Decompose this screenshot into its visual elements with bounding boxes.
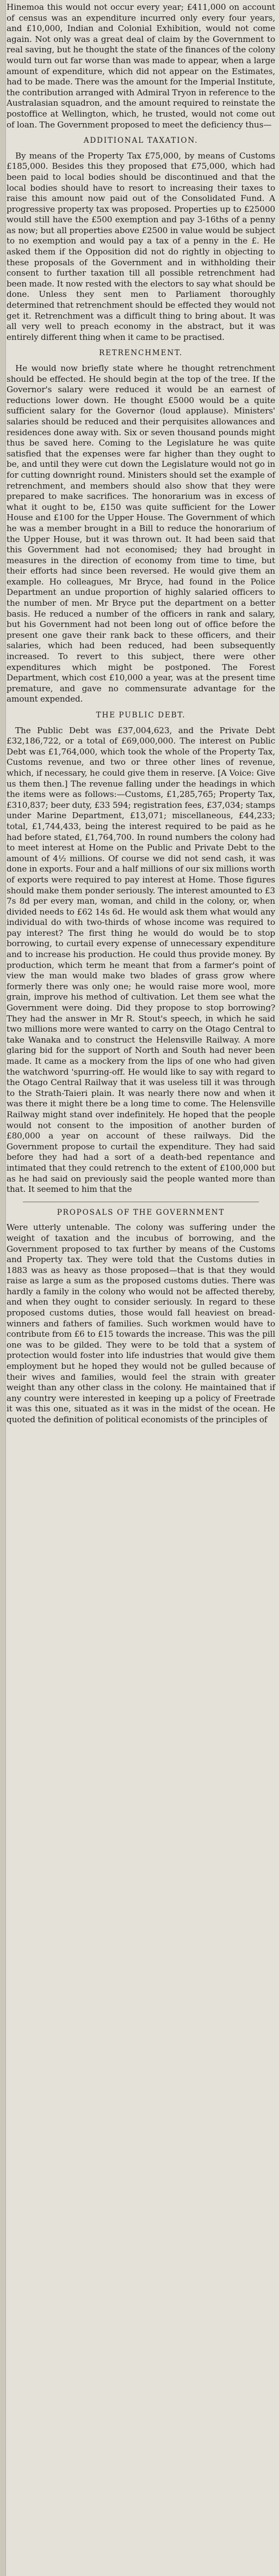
paragraph-proposals: Were utterly untenable. The colony was suffering under the weight of taxation and the incubus of borrowing, and the Government proposed to tax further by means of the Customs and Property tax. They were told that the Customs duties in 1883 was as heavy as those proposed—that is that they would raise as large a sum as the proposed customs duties. There was hardly a family in the colony who would not be affected thereby, and when they ought to consider seriously. In regard to these proposed customs duties, those would fall heaviest on bread-winners and fathers of families. Such workmen would have to contribute from £6 to £15 towards the increase. This was the pill one was to be gilded. They were to be told that a system of protection would foster into life industries that would give them employment but he hoped they would not be gulled because of their wives and families, would feel the strain with greater weight than any other class in the colony. He maintained that if any country were interested in keeping up a policy of Freetrade it was this one, situated as it was in the midst of the ocean. He quoted the definition of political economists of the principles of <box>7 1222 275 1424</box>
paragraph-public-debt: The Public Debt was £37,004,623, and the Private Debt £32,186,722, or a total of £69,000,000. The interest on Public Debt was £1,764,000, which took the whole of the Property Tax, Customs revenue, and two or three other lines of revenue, which, if necessary, he could give them in reserve. [A Voice: Give us them then.] The revenue falling under the headings in which the items were as follows:—Customs, £1,285,765; Property Tax, £310,837; beer duty, £33 594; registration fees, £37,034; stamps under Marine Department, £13,071; miscellaneous, £44,233; total, £1,744,433, being the interest required to be paid as he had before stated, £1,764,700. In round numbers the colony had to meet interest at Home on the Public and Private Debt to the amount of 4½ millions. Of course we did not send cash, it was done in exports. Four and a half millions of our six millions worth of exports were required to pay interest at Home. Those figures should make them ponder seriously. The interest amounted to £3 7s 8d per every man, woman, and child in the colony, or, when divided needs to £62 14s 6d. He would ask them what would any individual do with two-thirds of whose income was required to pay interest? The first thing he would do would be to stop borrowing, to curtail every expense of unnecessary expenditure and to increase his production. He could thus provide money. By production, which term he meant that from a farmer's point of view the man would make two blades of grass grow where formerly there was only one; he would raise more wool, more grain, improve his method of cultivation. Let them see what the Government were doing. Did they propose to stop borrowing? They had the answer in Mr R. Stout's speech, in which he said two millions more were wanted to carry on the Otago Central to take Wanaka and to construct the Helensville Railway. A more glaring bid for the support of North and South had never been made. It came as a mockery from the lips of one who had given the watchword 'spurring-off. He would like to say with regard to the Otago Central Railway that it was useless till it was through to the Strath-Taieri plain. It was nearly there now and when it was there it might there be a long time to come. The Helensville Railway might stand over indefinitely. He hoped that the people would not consent to the imposition of another burden of £80,000 a year on account of these railways. Did the Government propose to curtail the expenditure. They had said before they had had a sort of a death-bed repentance and intimated that they could retrench to the extent of £100,000 but as he had said on previously said the people wanted more than that. It seemed to him that the <box>7 725 275 1195</box>
heading-public-debt: THE PUBLIC DEBT. <box>96 711 186 720</box>
heading-additional-taxation: ADDITIONAL TAXATION. <box>83 136 199 145</box>
heading-proposals: PROPOSALS OF THE GOVERNMENT <box>57 1208 225 1217</box>
left-margin-strip <box>0 0 6 2576</box>
heading-retrenchment: RETRENCHMENT. <box>98 349 183 358</box>
article-column <box>7 2 275 1428</box>
paragraph-retrenchment: He would now briefly state where he thought retrenchment should be effected. He should begin at the top of the tree. If the Governor's salary were reduced it would be an earnest of reductions lower down. He thought £5000 would be a quite sufficient salary for the Governor (loud applause). Ministers' salaries should be reduced and their perquisites allowances and residences done away with. Six or seven thousand pounds might thus be saved here. Coming to the Legislature he was quite satisfied that the expenses were far higher than they ought to be, and until they were cut down the Legislature would not go in for cutting downright round. Ministers should set the example of retrenchment, and members should also show that they were prepared to make sacrifices. The honorarium was in excess of what it ought to be, £150 was quite sufficient for the Lower House and £100 for the Upper House. The Government of which he was a member brought in a Bill to reduce the honorarium of the Upper House, but it was thrown out. It had been said that this Government had not economised; they had brought in measures in the direction of economy from time to time, but their efforts had since been reversed. He would give them an example. Ho colleagues, Mr Bryce, had found in the Police Department an undue proportion of highly salaried officers to the number of men. Mr Bryce put the department on a better basis. He reduced a number of the officers in rank and salary, but his Government had not been long out of office before the present one gave their rank back to these officers, and their salaries, which had been reduced, had been subsequently increased. To revert to this subject, there were other expenditures which might be postponed. The Forest Department, which cost £10,000 a year, was at the present time premature, and gave no commensurate advantage for the amount expended. <box>7 363 275 704</box>
paragraph-opening: Hinemoa this would not occur every year; £411,000 on account of census was an expenditure incurred only every four years, and £10,000, Indian and Colonial Exhibition, would not come again. Not only was a great deal of claim by the Government to real saving, but he thought the state of the finances of the colony would turn out far worse than was made to appear, when a large amount of expenditure, which did not appear on the Estimates, had to be made. There was the amount for the Imperial Institute, the contribution arranged with Admiral Tryon in reference to the Australasian squadron, and the amount required to reinstate the postoffice at Wellington, which, he trusted, would not come out of loan. The Government proposed to meet the deficiency thus— <box>7 2 275 130</box>
paragraph-taxation: By means of the Property Tax £75,000, by means of Customs £185,000. Besides this they proposed that £75,000, which had been paid to local bodies should be discontinued and that the local bodies should have to resort to increasing their taxes to raise this amount now paid out of the Consolidated Fund. A progressive property tax was proposed. Properties up to £25000 would still have the £500 exemption and pay 3-16ths of a penny as now; but all properties above £2500 in value would be subject to no exemption and would pay a tax of a penny in the £. He asked them if the Opposition did not do rightly in objecting to these proposals of the Government and in withholding their consent to further taxation till all possible retrenchment had been made. It now rested with the electors to say what should be done. Unless they sent men to Parliament thoroughly determined that retrenchment should be effected they would not get it. Retrenchment was a difficult thing to bring about. It was all very well to preach economy in the abstract, but it was entirely different thing when it came to be practised. <box>7 150 275 342</box>
